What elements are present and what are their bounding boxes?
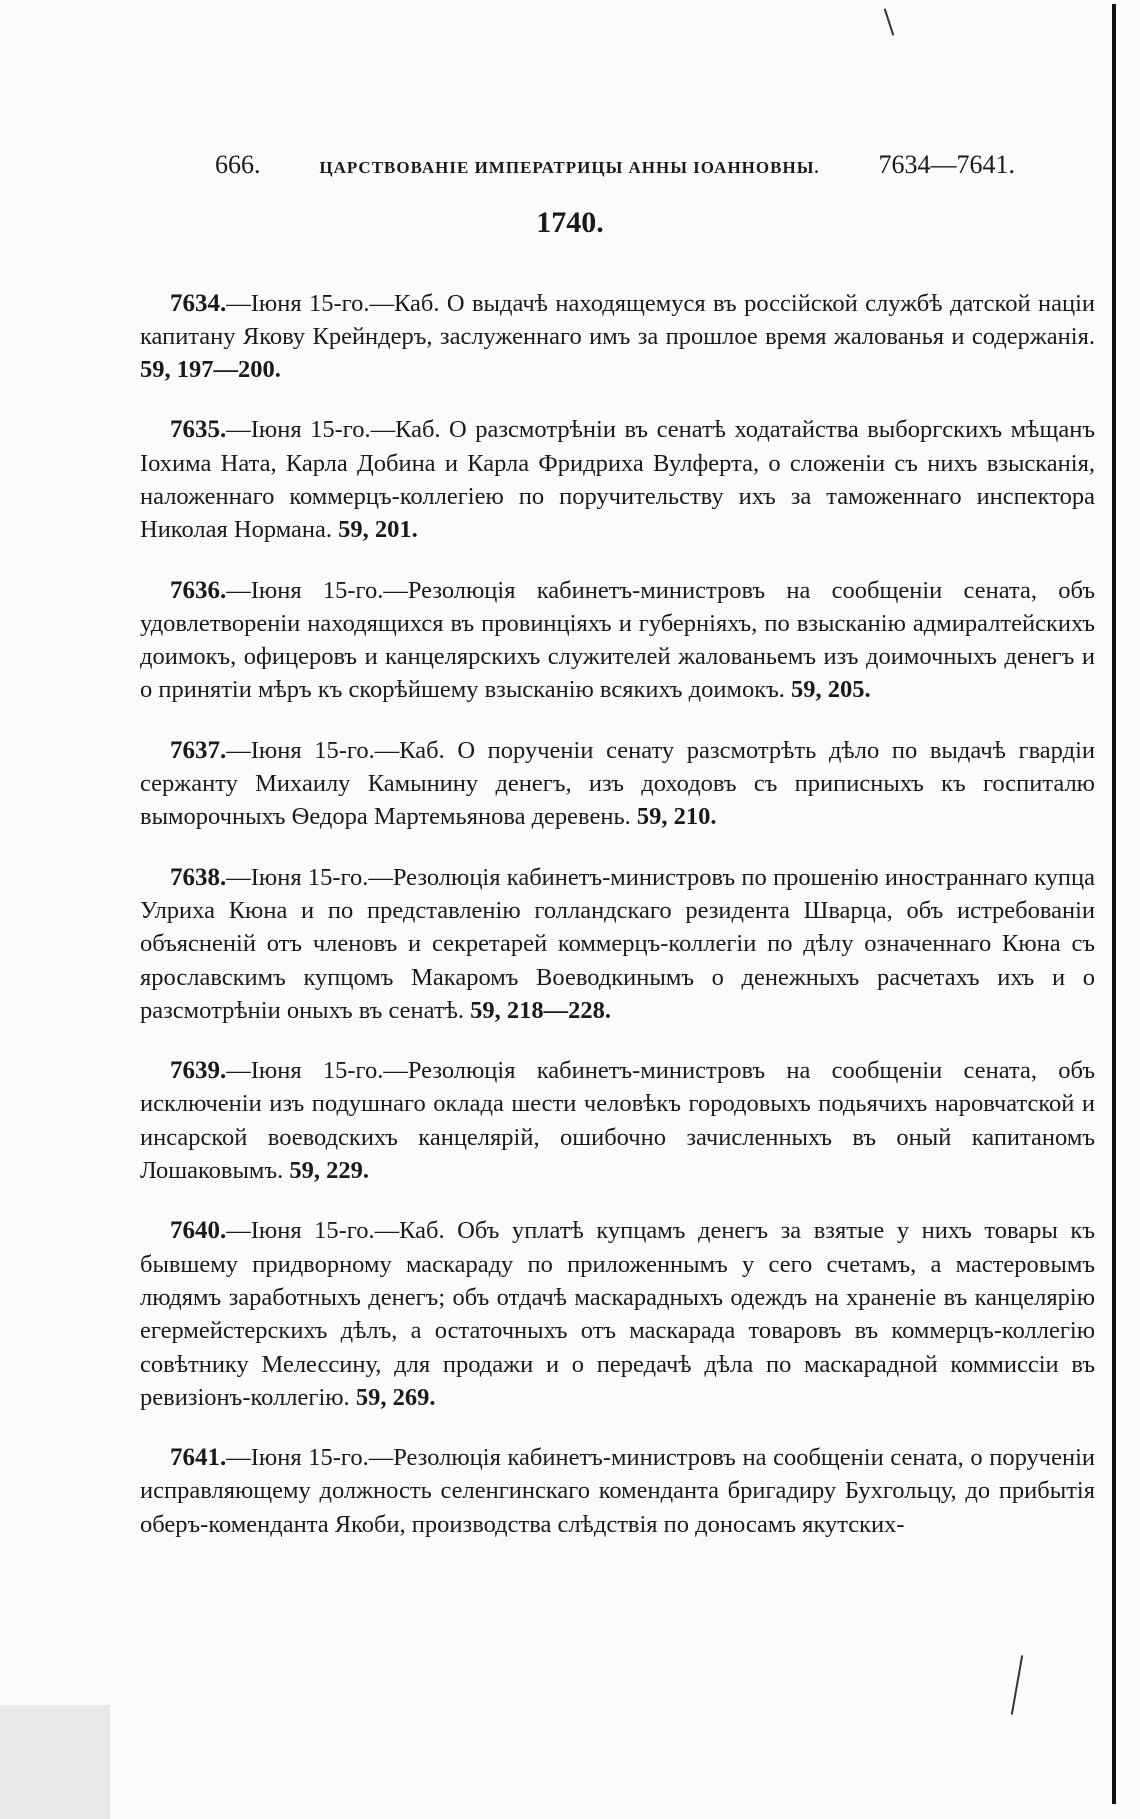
entry-reference: 59, 210.	[636, 803, 717, 831]
entry-text: —Іюня 15-го.—Каб. О выдачѣ находящемуся въ россійской службѣ датской націи капитану Якову Крейндеръ, заслуженнаго имъ за прошлое время жалованья и содержанія.	[140, 289, 1095, 350]
entry-number: 7640.	[170, 1217, 227, 1245]
year-heading: 1740.	[536, 206, 604, 239]
entry-number: 7634.	[170, 289, 227, 317]
scan-shadow	[0, 1705, 110, 1819]
entry	[140, 734, 1095, 834]
entry	[140, 1054, 1095, 1187]
entry-reference: 59, 205.	[791, 676, 871, 704]
entry-text: —Іюня 15-го.—Резолюція кабинетъ-министровъ по прошенію иностраннаго купца Улриха Кюна и по представленію голландскаго резидента Шварца, объ истребованіи объясненій отъ членовъ и секретарей коммерцъ-коллегіи по дѣлу означеннаго Кюна съ ярославскимъ купцомъ Макаромъ Воеводкинымъ о денежныхъ расчетахъ ихъ и о разсмотрѣніи оныхъ въ сенатѣ.	[140, 863, 1095, 1024]
entry-reference: 59, 269.	[355, 1383, 436, 1411]
entries-list	[140, 262, 1095, 1568]
entry-text: —Іюня 15-го.—Каб. О разсмотрѣніи въ сенатѣ ходатайства выборгскихъ мѣщанъ Іохима Ната, Карла Добина и Карла Фридриха Вулферта, о сложеніи съ нихъ взысканія, наложеннаго коммерцъ-коллегіею по поручительству ихъ за таможеннаго инспектора Николая Нормана.	[140, 416, 1095, 544]
entry-number: 7635.	[170, 416, 227, 444]
entry-reference: 59, 218—228.	[470, 996, 612, 1024]
entry	[140, 287, 1095, 387]
entry-range: 7634—7641.	[878, 150, 1015, 179]
entry	[140, 861, 1095, 1027]
entry	[140, 1441, 1095, 1541]
entry-reference: 59, 229.	[289, 1157, 369, 1185]
entry-number: 7638.	[170, 863, 227, 891]
entry-reference: 59, 197—200.	[140, 356, 281, 384]
page-number: 666.	[215, 150, 261, 179]
scan-edge-line	[1112, 4, 1116, 1804]
entry	[140, 1214, 1095, 1414]
entry-text: —Іюня 15-го.—Резолюція кабинетъ-министровъ на сообщеніи сената, объ исключеніи изъ подушнаго оклада шести человѣкъ городовыхъ подьячихъ наровчатской и инсарской воеводскихъ канцелярій, ошибочно зачисленныхъ въ оный капитаномъ Лошаковымъ.	[140, 1057, 1095, 1185]
running-title: ЦАРСТВОВАНІЕ ИМПЕРАТРИЦЫ АННЫ ІОАННОВНЫ.	[319, 158, 820, 177]
entry-text: —Іюня 15-го.—Резолюція кабинетъ-министровъ на сообщеніи сената, объ удовлетвореніи находящихся въ провинціяхъ и губерніяхъ, по взысканію адмиралтейскихъ доимокъ, офицеровъ и канцелярскихъ служителей жалованьемъ изъ доимочныхъ денегъ и о принятіи мѣръ къ скорѣйшему взысканію всякихъ доимокъ.	[140, 576, 1095, 704]
entry-text: —Іюня 15-го.—Каб. О порученіи сенату разсмотрѣть дѣло по выдачѣ гвардіи сержанту Михаилу Камынину денегъ, изъ доходовъ съ приписныхъ къ госпиталю выморочныхъ Ѳедора Мартемьянова деревень.	[140, 736, 1095, 831]
entry-number: 7641.	[170, 1444, 227, 1472]
entry	[140, 574, 1095, 707]
entry-text: —Іюня 15-го.—Резолюція кабинетъ-министровъ на сообщеніи сената, о порученіи исправляющему должность селенгинскаго коменданта бригадиру Бухгольцу, до прибытія оберъ-коменданта Якоби, производства слѣдствія по доносамъ якутских-	[140, 1444, 1095, 1538]
entry-text: —Іюня 15-го.—Каб. Объ уплатѣ купцамъ денегъ за взятые у нихъ товары къ бывшему придворному маскараду по приложеннымъ у сего счетамъ, а мастеровымъ людямъ заработныхъ денегъ; объ отдачѣ маскарадныхъ одеждъ на храненіе въ канцелярію егермейстерскихъ дѣлъ, а остаточныхъ отъ маскарада товаровъ въ коммерцъ-коллегію совѣтнику Мелессину, для продажи и о передачѣ дѣла по маскарадной коммиссіи въ ревизіонъ-коллегію.	[140, 1217, 1095, 1411]
entry	[140, 413, 1095, 546]
running-header	[215, 150, 1015, 180]
scan-mark	[884, 8, 895, 35]
scan-mark	[1011, 1655, 1023, 1714]
entry-number: 7636.	[170, 576, 227, 604]
entry-reference: 59, 201.	[338, 516, 418, 544]
entry-number: 7637.	[170, 736, 227, 764]
entry-number: 7639.	[170, 1057, 227, 1085]
